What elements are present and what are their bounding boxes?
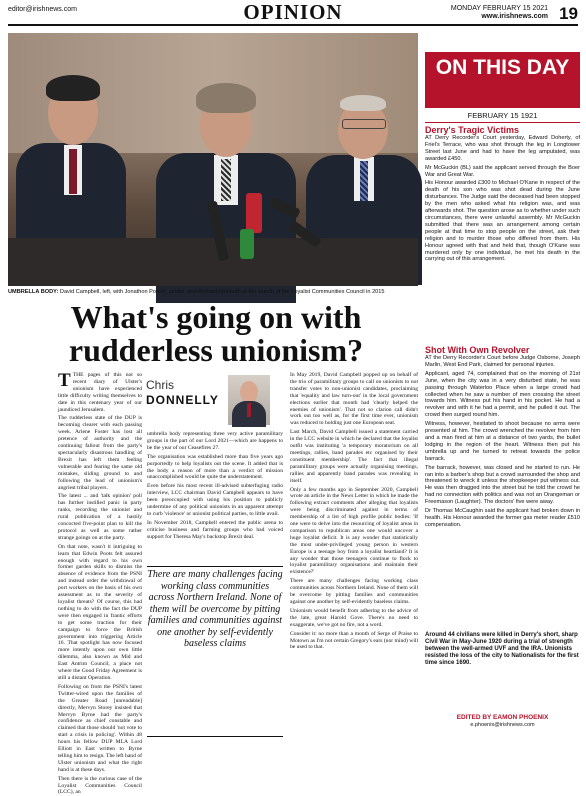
article-paragraph: umbrella body representing three very active paramilitary groups in the part of our Lord 2021—which are happens to be the year of our Ceasefires 27. (147, 431, 283, 451)
story-paragraph: Applicant, aged 74, complained that on the morning of 21st June, when the city was in a very disturbed state, he was passing through Waterloo Place when a large crowd had collected when he saw a number of men crossing the street towards him. Witness put his hand in his pocket. He had a revolver and with it he had a permit, and he pulled it out. The crowd then surged round him. (425, 370, 580, 419)
article-column-1 (58, 370, 142, 796)
editor-email[interactable]: e.phoenix@irishnews.com (470, 722, 535, 728)
sidebar-story-2 (425, 345, 580, 628)
article-paragraph: Even before his most recent ill-advised subterfuging radio interview, LCC chairman David Campbell appears to have been preoccupied with using his position to publicly undermine of any political unionists in an apparent attempt to curb 'violence' or unionist political parties, to little avail. (147, 483, 283, 517)
photo-caption (8, 289, 418, 296)
story-1-body (425, 135, 580, 263)
article-paragraph: Following on from the PSNI's latest Twitter-wired upon the families of the Greater Road [unreadable] directly, Mervyn Storey insisted that Mervyn Byrne had the party's confidence as chief constable and claimed that those should 'not vote to start a crisis in policing'. Within 48 hours his fellow DUP MLA Lord Elliott in East written to Byrne telling him to resign. The left hand of Ulster unionism and what the right hand is at these days. (58, 683, 142, 773)
author-last-name: DONNELLY (146, 393, 219, 407)
story-paragraph: AT the Derry Recorder's Court before Judge Osborne, Joseph Marlin, West End Park, claimed for personal injuries. (425, 355, 580, 368)
on-this-day-banner: ON THIS DAY (425, 52, 580, 108)
pull-quote-rule-top (147, 566, 283, 567)
story-2-body (425, 355, 580, 529)
story-paragraph: The barrack, however, was closed and he started to run. He ran into a barber's shop but a crowd surrounded the shop and threatened to wreck it unless the shopkeeper put witness out. He was then dragged into the street but he told the crowd he had no connection with politics and was not an Orangeman or Freemason (Laughter). The doctors' five were away. (425, 464, 580, 506)
caption-text: David Campbell, left, with Jonathon Powell, centre, and Richard Monteith at the launch of the Loyalist Communities Council in 2015 (59, 289, 385, 295)
microphone (246, 193, 262, 233)
article-paragraph: The rudderless state of the DUP is becoming clearer with each passing week. Arlene Foster has lost all pretence of authority and the continuing fallout from the party's spectacularly disastrous handling of Brexit has left them feeling vulnerable and fearing the same old mistakes, sliding ground to and following the lead of unionism's angriest tribal players. (58, 415, 142, 491)
article-paragraph: The organisation was established more than five years ago purportedly to help loyalists out the scene. It added that is the body a reason of more than a verdict of mission unaccomplished would be quite the understatement. (147, 453, 283, 481)
header-date-block (451, 5, 548, 21)
header-email[interactable]: editor@irishnews.com (8, 6, 77, 13)
author-first-name: Chris (146, 378, 175, 392)
caption-label: UMBRELLA BODY: (8, 289, 59, 295)
microphone (240, 229, 254, 259)
sidebar-footnote: Around 44 civilians were killed in Derry's short, sharp Civil War in May-June 1920 during a trial of strength between the well-armed UVF and the IRA. Unionists resisted the loss of the city to Nationalists for the first time since 1690. (425, 632, 579, 666)
on-this-day-date: FEBRUARY 15 1921 (425, 111, 580, 123)
article-paragraph: There are many challenges facing working class communities across Northern Ireland. None of them will be overcome by pitting families and communities against one another by self-evidently baseless claims. (290, 578, 418, 605)
press-conference-photo (8, 33, 418, 286)
article-headline: What's going on with rudderless unionism? (68, 299, 364, 368)
pull-quote: There are many challenges facing working class communities across Northern Ireland. None of them will be overcome by pitting families and communities against one another by self-evidently baseless claims (147, 569, 283, 649)
story-paragraph: Dr Thomas McCaughin said the applicant had broken down in health. His Honour awarded the former gas meter reader £510 compensation. (425, 508, 580, 528)
article-paragraph: Unionism would benefit from adhering to the advice of the late, great Harold Gove. There's no need to exaggerate, we've got no fire, not a word. (290, 607, 418, 628)
story-2-title: Shot With Own Revolver (425, 345, 530, 355)
article-column-3 (290, 372, 418, 738)
editor-credit: EDITED BY EAMON PHOENIX (456, 714, 549, 721)
article-paragraph: In November 2018, Campbell entered the public arena to criticise business and farming groups who had voiced support for Theresa May's backstop Brexit deal. (147, 519, 283, 540)
section-title: OPINION (243, 0, 343, 24)
photo-table (8, 238, 418, 286)
page-number: 19 (559, 4, 578, 23)
pull-quote-rule-bottom (147, 736, 283, 737)
dropcap: T (58, 370, 71, 391)
story-paragraph: Mr McGuckin (BL) said the applicant served through the Boer War and Great War. (425, 164, 580, 178)
story-1-title: Derry's Tragic Victims (425, 125, 520, 135)
header-rule (8, 24, 578, 26)
website-link[interactable]: www.irishnews.com (481, 13, 548, 20)
article-paragraph: The latest ... and 'talk opinion' poll has further instilled panic in party ranks, recording the unionist and rural publication of a hastily concocted five-point plan to kill the protocol as well as some rather strange goings on at the party. (58, 493, 142, 541)
story-paragraph: His Honour awarded £300 to Michael O'Kane in respect of the death of his son who was shot dead during the June disturbances. The Judge said the deceased had been stopped by the men who asked what his religion was, and was afterwards shot. The question arose as to whether under such circumstances, there were unlawful assembly. Mr McGuckin submitted that there was an arrangement among certain people at that time to stop people on the street, ask their religion and to murder those who differed from them. His Honour agreed with that and held that, though O'Kane was murdered only by one individual, he met his death in the carrying out of this arrangement. (425, 180, 580, 263)
article-paragraph: TTHE pages of this not so recent diary of Ulster's unionism have experienced little difficulty writing themselves to date in this centenary year of our jaundiced Jerusalem. (58, 370, 142, 413)
sidebar-story-1 (425, 125, 580, 340)
article-paragraph: Last March, David Campbell issued a statement carried in the LCC website in which he declared that the loyalist outfit was instituting 'a temporary moratorium on all meetings, rallies, band parades etc organised by their constituent membership'. The fact that illegal paramilitary groups were actually organising meetings, rallies and apparently band parades was revealing in itself. (290, 429, 418, 484)
article-paragraph: Consider it: no more than a month of Serge of Praise to Motown as I'm not certain Gregory's ears (nor mind) will be used to that. (290, 630, 419, 651)
article-paragraph: On that note, wasn't it intriguing to learn that Edwin Poots felt assured enough with regard to his own former garden skills to dismiss the absence of evidence from the PSNI and instead order the withdrawal of port workers on the basis of his own assessment as to the severity of loyalist threats? Of course, this had nothing to do with the fact the DUP were then engaged in frantic efforts to get some traction for their campaign to force the British government into triggering Article 16. That spotlight has now focused more intently upon our own little dilemma, also known as Mid and East Antrim Council, a place not where the Good Friday Agreement is still a distant Operation. (58, 543, 142, 681)
article-paragraph: In May 2019, David Campbell popped up on behalf of the trio of paramilitary groups to call on unionists to not transfer votes to non-unionist candidates, proclaiming that 'equality and law turn-out' in the local government elections earlier that month had 'clearly helped the enemies of unionism'. That not so clarion call didn't work out too well as, for the first time ever, unionism was reduced to holding just one European seat. (290, 372, 418, 427)
story-paragraph: AT Derry Recorder's Court yesterday, Edward Doherty, of Friel's Terrace, who was shot through the leg in Longtower Street last June and had to have the leg amputated, was awarded £450. (425, 135, 580, 162)
story-paragraph: Witness, however, hesitated to shoot because no arms were presented at him. The crowd wrenched the revolver from him and a man fired at him at a distance of two yards, the bullet lodging in the region of the heart. Witness then put his umbrella up and he turned to retreat towards the police barrack. (425, 421, 580, 462)
article-column-2 (147, 431, 283, 565)
issue-date: MONDAY FEBRUARY 15 2021 (450, 5, 548, 12)
author-photo (228, 375, 270, 425)
article-paragraph: Only a few months ago in September 2020, Campbell wrote an article in the News Letter in which he made the following extract comments after alleging that loyalists were being discriminated against in terms of membership of a list of high profile public bodies: 'If one were to delve into the resourcing of loyalist areas in comparison to republican areas one would uncover a huge loyalist deficit. It is any wonder that statistically the most under-privileged young person in western Europe is a teenage boy from a loyalist heartland? It is any wonder that those teenagers continue to flock to loyalist paramilitary organisations and maintain their existence?' (290, 486, 418, 576)
article-paragraph: Then there is the curious case of the Loyalist Communities Council (LCC), an (58, 775, 142, 796)
